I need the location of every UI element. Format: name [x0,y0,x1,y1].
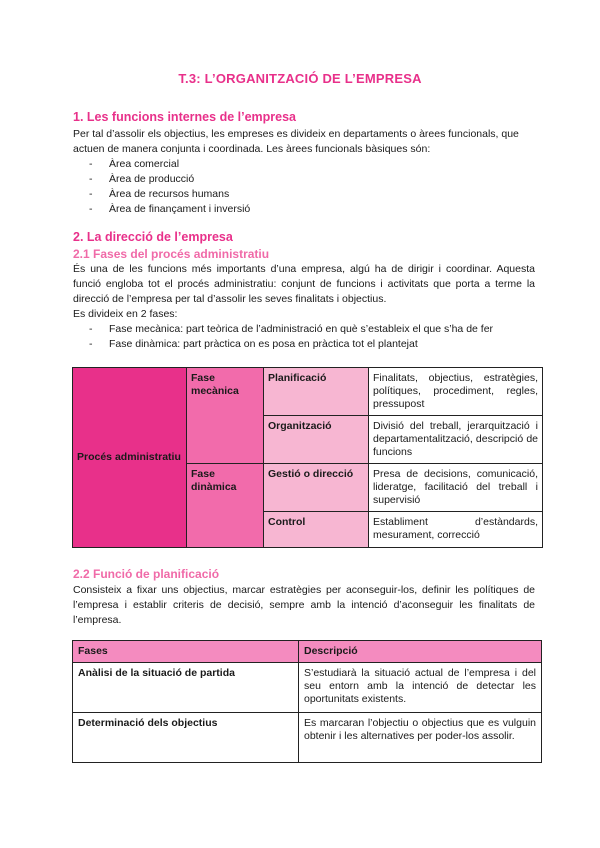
list-item: - Àrea de finançament i inversió [89,202,250,217]
table-cell-label: Control [264,512,369,548]
list-item: - Àrea de recursos humans [89,187,250,202]
process-cell: Procés administratiu [73,368,187,548]
page-title: T.3: L’ORGANITZACIÓ DE L’EMPRESA [178,71,422,86]
section-2-1-paragraph: És una de les funcions més importants d’una empresa, algú ha de dirigir i coordinar. Aquesta funció engloba tot el procés administratiu: conjunt de funcions i activitats que porta a terme la direcció de l’empresa per tal d’assolir les seves finalitats i objectius. [73,263,535,305]
planning-phases-table [72,640,542,763]
table-cell-desc: Establiment d’estàndards, mesurament, correcció [369,512,543,548]
list-item: - Àrea de producció [89,172,250,187]
table-cell-desc: Finalitats, objectius, estratègies, polítiques, procediment, regles, pressupost [369,368,543,416]
table-header: Fases [73,641,299,663]
section-2-heading: 2. La direcció de l’empresa [73,230,233,244]
table-cell-label: Gestió o direcció [264,464,369,512]
table-cell-desc: S’estudiarà la situació actual de l’empresa i del seu entorn amb la intenció de detectar les oportunitats existents. [299,663,542,713]
section-2-1-intro: Es divideix en 2 fases: [73,308,178,320]
table-cell-phase: Anàlisi de la situació de partida [73,663,299,713]
table-cell-desc: Divisió del treball, jerarquització i departamentalització, descripció de funcions [369,416,543,464]
table-header: Descripció [299,641,542,663]
table-cell-label: Planificació [264,368,369,416]
functional-areas-list [89,157,250,217]
table-cell-label: Organització [264,416,369,464]
section-2-2-heading: 2.2 Funció de planificació [73,567,220,581]
mechanical-phase-cell: Fase mecànica [187,368,264,464]
section-1-heading: 1. Les funcions internes de l’empresa [73,110,296,124]
table-cell-desc: Es marcaran l’objectiu o objectius que es vulguin obtenir i les alternatives per poder-los assolir. [299,713,542,763]
list-item: - Fase dinàmica: part pràctica on es posa en pràctica tot el plantejat [89,337,493,352]
administrative-process-table [72,367,543,548]
dynamic-phase-cell: Fase dinàmica [187,464,264,548]
list-item: - Àrea comercial [89,157,250,172]
table-cell-desc: Presa de decisions, comunicació, lideratge, facilitació del treball i supervisió [369,464,543,512]
table-cell-phase: Determinació dels objectius [73,713,299,763]
list-item: - Fase mecànica: part teòrica de l’administració en què s’estableix el que s’ha de fer [89,322,493,337]
section-2-1-heading: 2.1 Fases del procés administratiu [73,247,270,261]
section-2-2-paragraph: Consisteix a fixar uns objectius, marcar estratègies per aconseguir-los, definir les polítiques de l’empresa i establir criteris de decisió, sempre amb la intenció d’aconseguir les finalitats de l’empresa. [73,584,535,626]
section-1-paragraph: Per tal d’assolir els objectius, les empreses es divideix en departaments o àrees funcionals, que actuen de manera conjunta i coordinada. Les àrees funcionals bàsiques són: [73,128,519,155]
phases-list [89,322,493,352]
